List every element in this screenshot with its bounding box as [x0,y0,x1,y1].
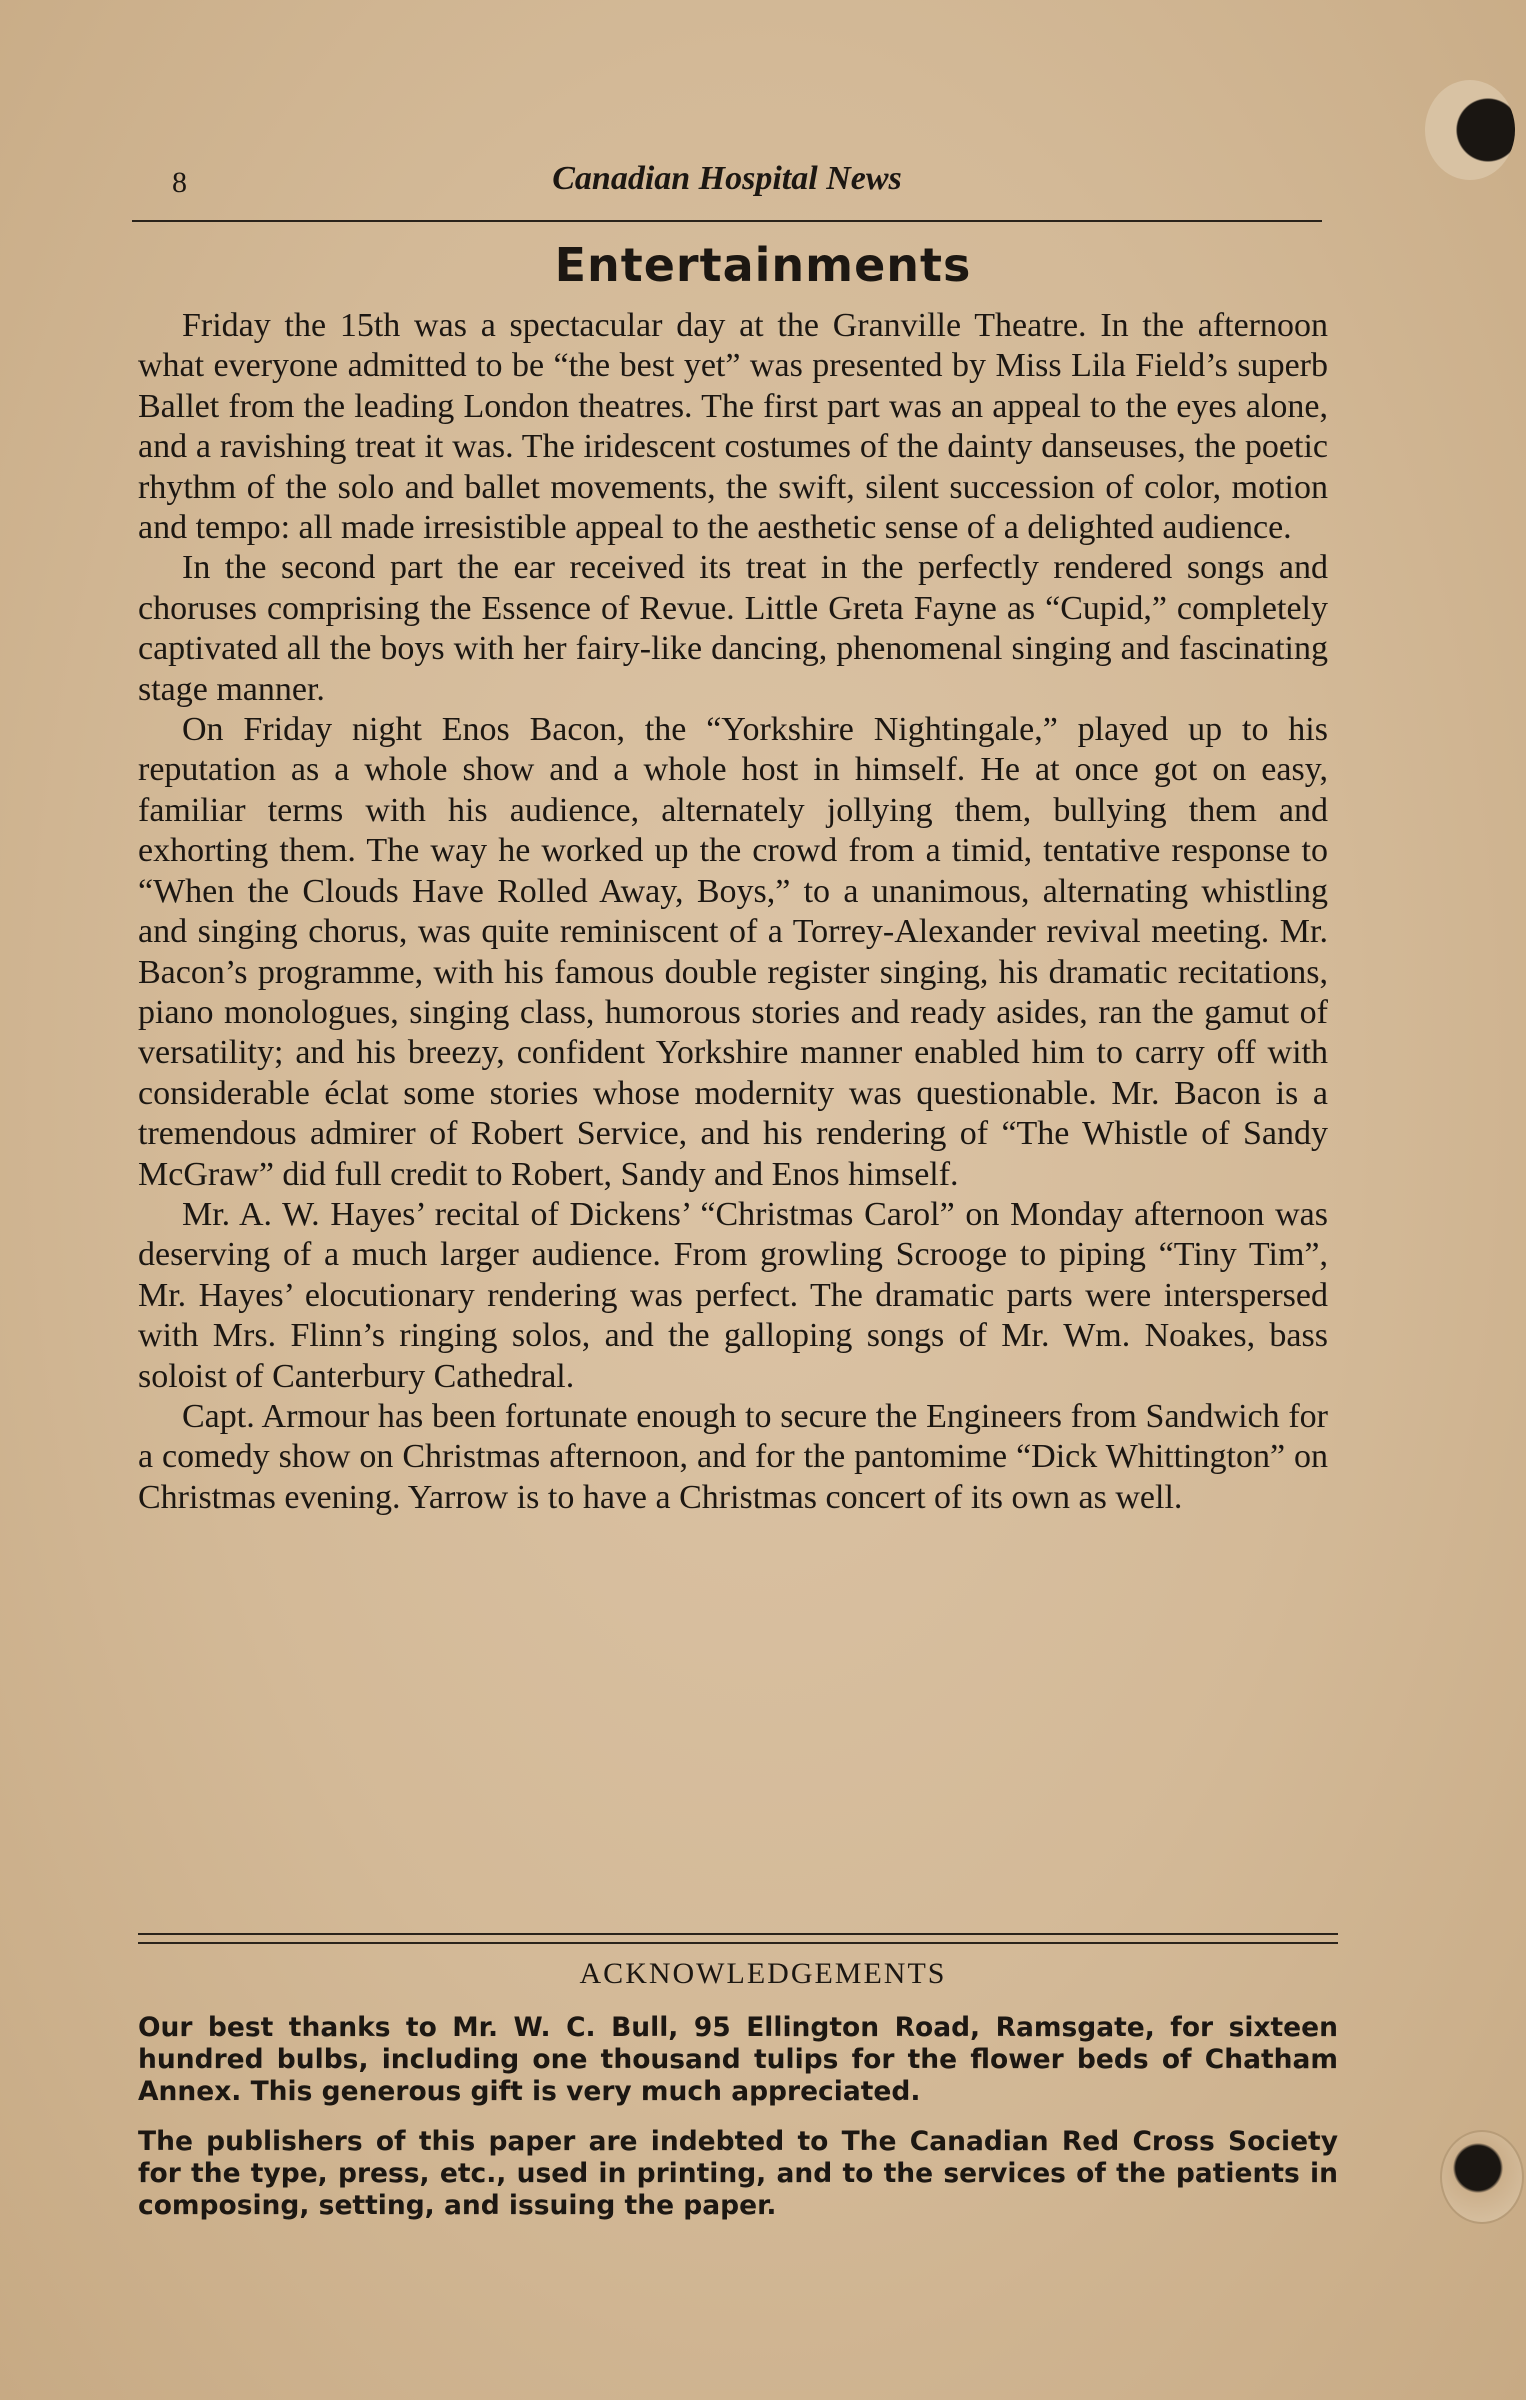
running-head [132,160,1322,210]
article-paragraph: In the second part the ear received its treat in the perfectly rendered songs and choruses comprising the Essence of Revue. Little Greta Fayne as “Cupid,” completely captivated all the boys with her fairy-like dancing, phenomenal singing and fascinating stage manner. [138,549,1328,708]
article-paragraph: Mr. A. W. Hayes’ recital of Dickens’ “Christmas Carol” on Monday afternoon was deserving of a much larger audience. From growling Scrooge to piping “Tiny Tim”, Mr. Hayes’ elocutionary rendering was perfect. The dramatic parts were interspersed with Mrs. Flinn’s ringing solos, and the galloping songs of Mr. Wm. Noakes, bass soloist of Canterbury Cathedral. [138,1195,1328,1395]
acknowledgement-paragraph: The publishers of this paper are indebted to The Canadian Red Cross Society for the type, press, etc., used in printing, and to the services of the patients in composing, setting, and issuing the paper. [138,2126,1338,2221]
article-title: Entertainments [554,238,972,292]
journal-title: Canadian Hospital News [552,160,902,197]
page-number: 8 [172,166,187,199]
acknowledgements-body [138,2012,1338,2240]
article-paragraph: Friday the 15th was a spectacular day at the Granville Theatre. In the afternoon what everyone admitted to be “the best yet” was presented by Miss Lila Field’s superb Ballet from the leading London theatres. The first part was an appeal to the eyes alone, and a ravishing treat it was. The iridescent costumes of the dainty danseuses, the poetic rhythm of the solo and ballet movements, the swift, silent succession of color, motion and tempo: all made irresistible appeal to the aesthetic sense of a delighted audience. [138,307,1328,547]
header-rule [132,220,1322,222]
article-paragraph: Capt. Armour has been fortunate enough to secure the Engineers from Sandwich for a comedy show on Christmas afternoon, and for the pantomime “Dick Whittington” on Christmas evening. Yarrow is to have a Christmas concert of its own as well. [138,1397,1328,1516]
article-body [138,306,1328,1518]
section-divider [138,1933,1338,1944]
article-paragraph: On Friday night Enos Bacon, the “Yorkshire Nightingale,” played up to his reputation as a whole show and a whole host in himself. He at once got on easy, familiar terms with his audience, alternately jollying them, bullying them and exhorting them. The way he worked up the crowd from a timid, tentative response to “When the Clouds Have Rolled Away, Boys,” to a unanimous, alternating whistling and singing chorus, was quite reminiscent of a Torrey-Alexander revival meeting. Mr. Bacon’s programme, with his famous double register singing, his dramatic recitations, piano monologues, singing class, humorous stories and ready asides, ran the gamut of versatility; and his breezy, confident Yorkshire manner enabled him to carry off with considerable éclat some stories whose modernity was questionable. Mr. Bacon is a tremendous admirer of Robert Service, and his rendering of “The Whistle of Sandy McGraw” did full credit to Robert, Sandy and Enos himself. [138,711,1328,1193]
binding-hole-bottom [1440,2130,1524,2224]
acknowledgement-paragraph: Our best thanks to Mr. W. C. Bull, 95 Ellington Road, Ramsgate, for sixteen hundred bulbs, including one thousand tulips for the flower beds of Chatham Annex. This generous gift is very much appreciated. [138,2012,1338,2107]
acknowledgements-heading: ACKNOWLEDGEMENTS [579,1957,947,1990]
binding-hole-top [1425,80,1515,180]
